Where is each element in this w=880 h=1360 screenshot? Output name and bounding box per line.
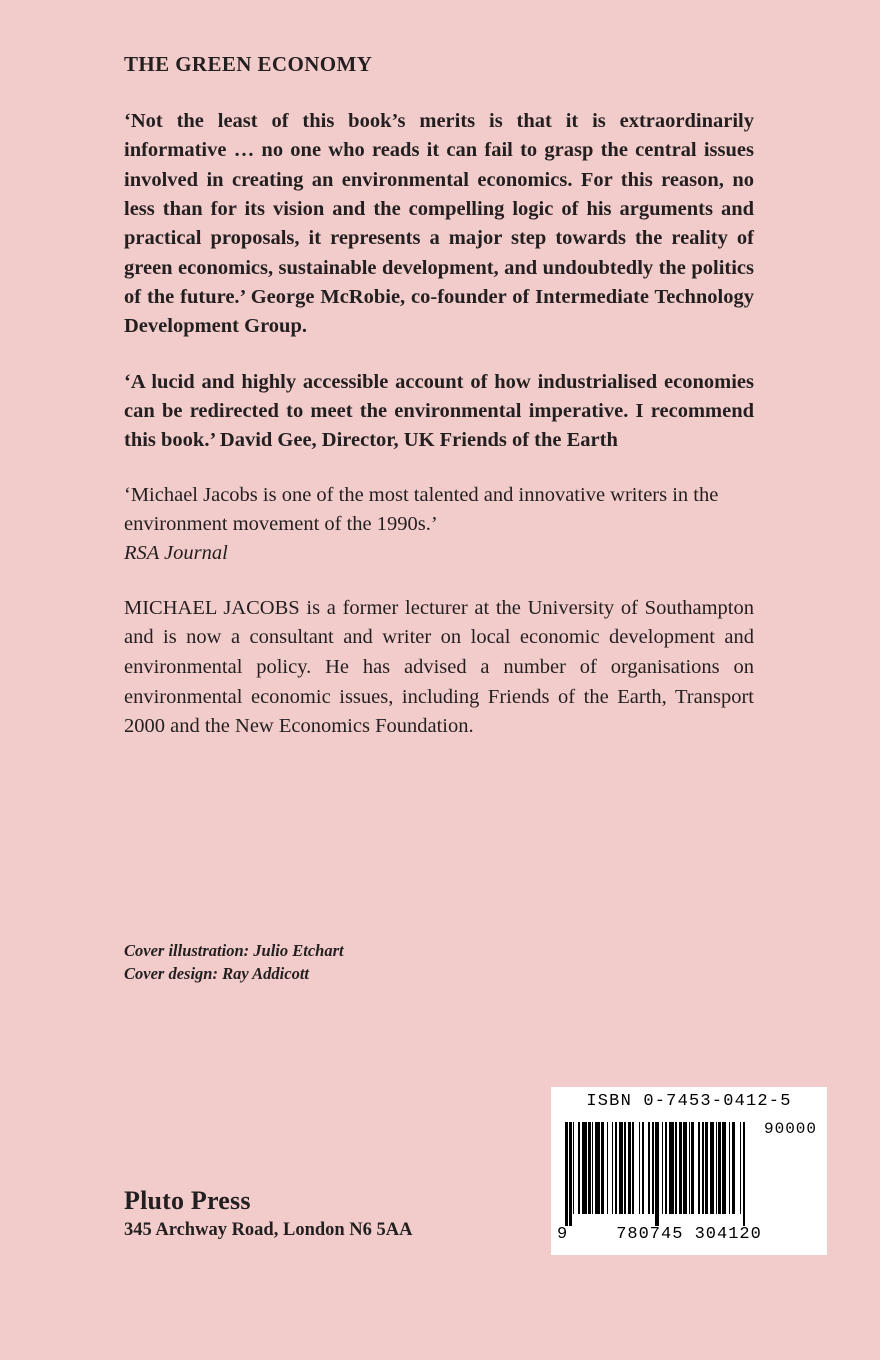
review-quote-rsa-source: RSA Journal bbox=[124, 541, 228, 564]
cover-design-credit: Cover design: Ray Addicott bbox=[124, 963, 309, 983]
publisher-block bbox=[124, 1186, 413, 1241]
barcode-bar bbox=[745, 1122, 746, 1226]
isbn-label: ISBN 0-7453-0412-5 bbox=[586, 1092, 792, 1111]
cover-text-block bbox=[124, 52, 754, 742]
author-bio: MICHAEL JACOBS is a former lecturer at the University of Southampton and is now a consultant and writer on local economic development and environmental policy. He has advised a number of organisations on environmental economic issues, including Friends of the Earth, Transport 2000 and the New Economics Foundation. bbox=[124, 596, 754, 738]
review-quote-mcrobie: ‘Not the least of this book’s merits is that it is extraordinarily informative … no one who reads it can fail to grasp the central issues involved in creating an environmental economics. For this reason, no less than for its vision and the compelling logic of his arguments and practical proposals, it represents a major step towards the reality of green economics, sustainable development, and undoubtedly the politics of the future.’ George McRobie, co-founder of Intermediate Technology Development Group. bbox=[124, 110, 754, 338]
review-quote-rsa bbox=[124, 481, 754, 567]
barcode-digits: 780745 304120 bbox=[616, 1225, 762, 1244]
barcode-bars bbox=[565, 1122, 813, 1226]
publisher-name: Pluto Press bbox=[124, 1186, 251, 1215]
review-quote-gee: ‘A lucid and highly accessible account of how industrialised economies can be redirected to meet the environmental imperative. I recommend this book.’ David Gee, Director, UK Friends of the Earth bbox=[124, 370, 754, 452]
page-title: THE GREEN ECONOMY bbox=[124, 52, 373, 76]
publisher-address: 345 Archway Road, London N6 5AA bbox=[124, 1220, 413, 1240]
barcode-lead-digit: 9 bbox=[557, 1225, 568, 1244]
barcode bbox=[551, 1087, 827, 1255]
barcode-addon-code: 90000 bbox=[763, 1120, 817, 1138]
review-quote-rsa-text: ‘Michael Jacobs is one of the most talented and innovative writers in the environment movement of the 1990s.’ bbox=[124, 484, 719, 536]
cover-illustration-credit: Cover illustration: Julio Etchart bbox=[124, 941, 344, 960]
cover-credits bbox=[124, 940, 344, 986]
